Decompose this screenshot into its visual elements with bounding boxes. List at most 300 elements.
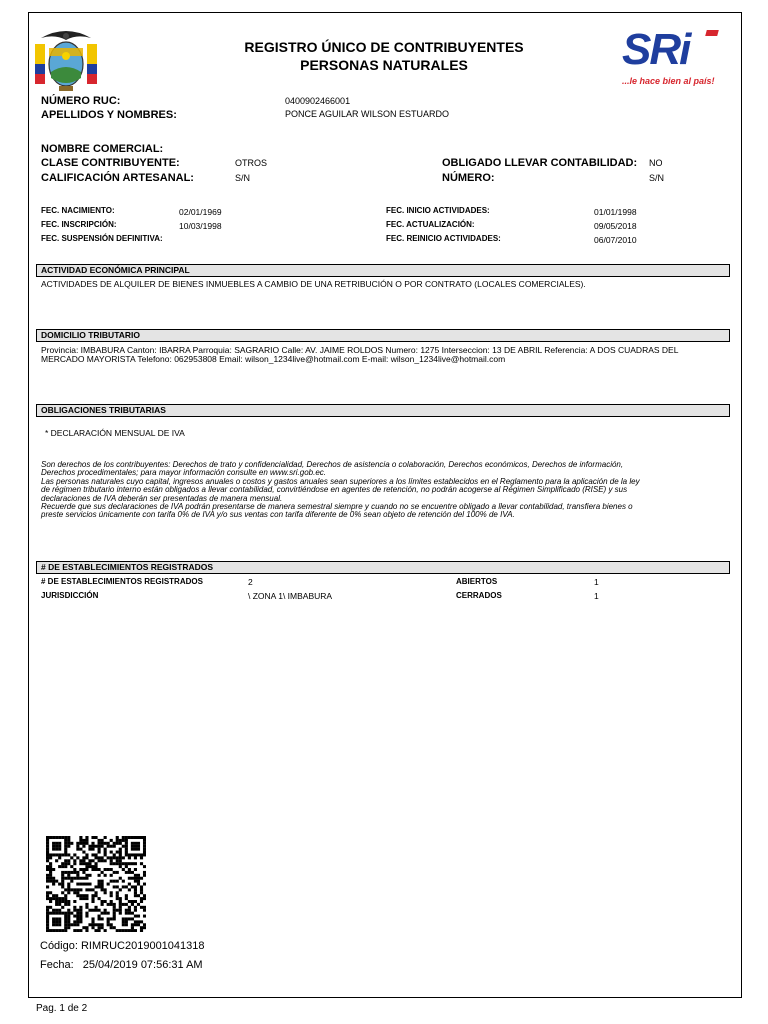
- qr-module: [70, 923, 73, 926]
- qr-module: [110, 900, 113, 903]
- qr-module: [125, 897, 128, 900]
- qr-module: [128, 906, 131, 909]
- taxpayer-class-label: CLASE CONTRIBUYENTE:: [41, 157, 180, 169]
- qr-module: [55, 909, 58, 912]
- qr-module: [94, 885, 97, 888]
- qr-module: [82, 862, 85, 865]
- logo-accent-mark: [705, 30, 719, 36]
- qr-module: [52, 836, 55, 839]
- qr-module: [73, 862, 76, 865]
- qr-module: [85, 906, 88, 909]
- qr-module: [134, 836, 137, 839]
- qr-module: [104, 853, 107, 856]
- qr-module: [61, 900, 64, 903]
- qr-module: [79, 888, 82, 891]
- qr-module: [73, 868, 76, 871]
- qr-module: [134, 877, 137, 880]
- qr-module: [110, 923, 113, 926]
- qr-module: [82, 851, 85, 854]
- qr-module: [101, 917, 104, 920]
- qr-module: [67, 900, 70, 903]
- qr-module: [94, 929, 97, 932]
- qr-module: [110, 845, 113, 848]
- qr-module: [64, 917, 67, 920]
- qr-module: [46, 906, 49, 909]
- qr-module: [52, 880, 55, 883]
- qr-module: [116, 885, 119, 888]
- qr-module: [94, 894, 97, 897]
- qr-module: [64, 871, 67, 874]
- qr-module: [125, 909, 128, 912]
- qr-module: [76, 874, 79, 877]
- qr-module: [131, 848, 134, 851]
- qr-module: [67, 871, 70, 874]
- qr-module: [46, 836, 49, 839]
- qr-module: [82, 877, 85, 880]
- qr-module: [91, 888, 94, 891]
- qr-module: [140, 891, 143, 894]
- qr-module: [104, 868, 107, 871]
- suspension-date-label: FEC. SUSPENSIÓN DEFINITIVA:: [41, 234, 163, 243]
- qr-module: [55, 897, 58, 900]
- qr-module: [98, 885, 101, 888]
- qr-module: [67, 839, 70, 842]
- qr-module: [73, 929, 76, 932]
- qr-code-image: [46, 836, 146, 932]
- qr-module: [58, 853, 61, 856]
- qr-module: [128, 900, 131, 903]
- qr-module: [64, 900, 67, 903]
- qr-module: [67, 909, 70, 912]
- qr-module: [55, 900, 58, 903]
- qr-module: [67, 877, 70, 880]
- qr-module: [64, 865, 67, 868]
- qr-module: [125, 885, 128, 888]
- code-label: Código:: [40, 940, 78, 952]
- qr-module: [134, 900, 137, 903]
- qr-module: [67, 859, 70, 862]
- qr-module: [55, 903, 58, 906]
- qr-module: [104, 842, 107, 845]
- qr-module: [64, 912, 67, 915]
- qr-module: [79, 883, 82, 886]
- qr-module: [55, 845, 58, 848]
- qr-module: [91, 845, 94, 848]
- qr-module: [85, 874, 88, 877]
- qr-module: [101, 923, 104, 926]
- qr-module: [52, 877, 55, 880]
- qr-module: [98, 851, 101, 854]
- qr-module: [143, 894, 146, 897]
- qr-module: [101, 842, 104, 845]
- qr-module: [64, 859, 67, 862]
- qr-module: [91, 848, 94, 851]
- qr-module: [46, 856, 49, 859]
- qr-module: [85, 839, 88, 842]
- qr-module: [137, 923, 140, 926]
- qr-module: [76, 929, 79, 932]
- qr-module: [104, 836, 107, 839]
- qr-module: [73, 871, 76, 874]
- qr-module: [76, 845, 79, 848]
- qr-module: [55, 853, 58, 856]
- qr-module: [58, 897, 61, 900]
- qr-module: [131, 903, 134, 906]
- qr-module: [46, 842, 49, 845]
- qr-module: [64, 929, 67, 932]
- qr-module: [64, 851, 67, 854]
- qr-module: [64, 862, 67, 865]
- qr-module: [125, 912, 128, 915]
- qr-module: [134, 868, 137, 871]
- qr-module: [119, 856, 122, 859]
- qr-module: [110, 894, 113, 897]
- qr-module: [88, 865, 91, 868]
- qr-module: [107, 842, 110, 845]
- qr-module: [49, 871, 52, 874]
- qr-module: [137, 848, 140, 851]
- qr-module: [101, 845, 104, 848]
- qr-module: [134, 853, 137, 856]
- qr-module: [125, 851, 128, 854]
- qr-module: [58, 923, 61, 926]
- qr-module: [49, 865, 52, 868]
- qr-module: [128, 862, 131, 865]
- qr-module: [82, 859, 85, 862]
- qr-module: [125, 871, 128, 874]
- qr-module: [64, 920, 67, 923]
- qr-module: [49, 906, 52, 909]
- qr-module: [134, 845, 137, 848]
- qr-module: [55, 917, 58, 920]
- qr-module: [140, 836, 143, 839]
- qr-module: [107, 883, 110, 886]
- qr-module: [73, 915, 76, 918]
- qr-module: [125, 845, 128, 848]
- qr-module: [98, 848, 101, 851]
- qr-module: [58, 883, 61, 886]
- qr-module: [46, 929, 49, 932]
- qr-module: [73, 900, 76, 903]
- qr-module: [143, 848, 146, 851]
- qr-module: [49, 874, 52, 877]
- qr-module: [134, 920, 137, 923]
- qr-module: [119, 862, 122, 865]
- qr-module: [58, 845, 61, 848]
- qr-module: [55, 880, 58, 883]
- qr-module: [49, 900, 52, 903]
- activity-text: ACTIVIDADES DE ALQUILER DE BIENES INMUEBLES A CAMBIO DE UNA RETRIBUCIÓN O POR CONTRATO (LOCALES COMERCIALES).: [41, 279, 586, 289]
- qr-module: [110, 891, 113, 894]
- qr-module: [107, 845, 110, 848]
- qr-module: [46, 845, 49, 848]
- qr-module: [52, 897, 55, 900]
- qr-module: [137, 874, 140, 877]
- qr-module: [140, 926, 143, 929]
- qr-module: [104, 900, 107, 903]
- qr-module: [76, 891, 79, 894]
- rights-line: Recuerde que sus declaraciones de IVA podrán presentarse de manera semestral siempre y cuando no se encuentre obligado a llevar contabilidad, transfiera bienes o: [41, 502, 633, 512]
- qr-module: [137, 883, 140, 886]
- qr-module: [122, 903, 125, 906]
- qr-module: [58, 856, 61, 859]
- qr-module: [76, 888, 79, 891]
- qr-module: [46, 880, 49, 883]
- rights-line: Son derechos de los contribuyentes: Derechos de trato y confidencialidad, Derechos de asistencia o colaboración, Derechos económicos, Derechos de información,: [41, 460, 624, 469]
- qr-module: [91, 853, 94, 856]
- qr-module: [101, 880, 104, 883]
- qr-module: [128, 877, 131, 880]
- qr-module: [94, 868, 97, 871]
- qr-module: [98, 929, 101, 932]
- qr-module: [82, 842, 85, 845]
- restart-date-value: 06/07/2010: [594, 235, 637, 245]
- qr-module: [110, 839, 113, 842]
- qr-module: [79, 862, 82, 865]
- qr-code-graphic: [46, 836, 146, 932]
- qr-module: [125, 929, 128, 932]
- qr-module: [122, 868, 125, 871]
- qr-module: [64, 853, 67, 856]
- qr-module: [128, 868, 131, 871]
- qr-module: [125, 862, 128, 865]
- qr-module: [52, 845, 55, 848]
- qr-module: [79, 929, 82, 932]
- qr-module: [61, 862, 64, 865]
- qr-module: [113, 909, 116, 912]
- qr-module: [98, 859, 101, 862]
- qr-module: [104, 859, 107, 862]
- restart-date-label: FEC. REINICIO ACTIVIDADES:: [386, 234, 501, 243]
- domicile-line1: Provincia: IMBABURA Canton: IBARRA Parroquia: SAGRARIO Calle: AV. JAIME ROLDOS Numero: 1275 Interseccion: 13 DE ABRIL Referencia: A DOS CUADRAS DEL: [41, 345, 679, 355]
- qr-module: [128, 871, 131, 874]
- qr-module: [79, 915, 82, 918]
- qr-module: [85, 912, 88, 915]
- closed-label: CERRADOS: [456, 591, 502, 600]
- qr-module: [67, 912, 70, 915]
- qr-module: [125, 865, 128, 868]
- qr-module: [122, 856, 125, 859]
- qr-module: [52, 912, 55, 915]
- qr-module: [143, 909, 146, 912]
- qr-module: [116, 897, 119, 900]
- qr-module: [122, 917, 125, 920]
- qr-module: [49, 880, 52, 883]
- qr-module: [52, 842, 55, 845]
- qr-module: [107, 920, 110, 923]
- qr-module: [104, 929, 107, 932]
- qr-module: [98, 915, 101, 918]
- qr-module: [55, 859, 58, 862]
- qr-module: [52, 929, 55, 932]
- qr-module: [52, 868, 55, 871]
- qr-module: [76, 871, 79, 874]
- qr-module: [70, 912, 73, 915]
- qr-module: [55, 929, 58, 932]
- qr-module: [73, 891, 76, 894]
- qr-module: [82, 856, 85, 859]
- qr-module: [128, 883, 131, 886]
- qr-module: [67, 842, 70, 845]
- qr-module: [131, 836, 134, 839]
- qr-module: [113, 915, 116, 918]
- qr-module: [46, 897, 49, 900]
- qr-module: [91, 868, 94, 871]
- qr-module: [70, 842, 73, 845]
- qr-module: [64, 888, 67, 891]
- qr-module: [91, 859, 94, 862]
- qr-module: [46, 851, 49, 854]
- jurisdiction-value: \ ZONA 1\ IMBABURA: [248, 591, 333, 601]
- qr-module: [125, 842, 128, 845]
- qr-module: [107, 917, 110, 920]
- qr-module: [79, 839, 82, 842]
- qr-module: [79, 912, 82, 915]
- qr-module: [52, 909, 55, 912]
- qr-module: [76, 920, 79, 923]
- number-label: NÚMERO:: [442, 172, 495, 184]
- qr-module: [101, 888, 104, 891]
- qr-module: [119, 888, 122, 891]
- qr-module: [140, 877, 143, 880]
- qr-module: [67, 853, 70, 856]
- qr-module: [82, 871, 85, 874]
- qr-module: [46, 839, 49, 842]
- qr-module: [55, 912, 58, 915]
- qr-module: [61, 871, 64, 874]
- qr-module: [85, 915, 88, 918]
- document-title-line2: PERSONAS NATURALES: [300, 57, 468, 73]
- qr-module: [98, 917, 101, 920]
- qr-module: [61, 836, 64, 839]
- qr-module: [110, 917, 113, 920]
- qr-module: [143, 874, 146, 877]
- qr-module: [119, 897, 122, 900]
- qr-module: [134, 874, 137, 877]
- qr-module: [125, 917, 128, 920]
- qr-module: [85, 903, 88, 906]
- qr-module: [101, 903, 104, 906]
- qr-module: [46, 917, 49, 920]
- qr-module: [98, 839, 101, 842]
- qr-module: [119, 842, 122, 845]
- activity-section-header: ACTIVIDAD ECONÓMICA PRINCIPAL: [36, 264, 730, 277]
- qr-module: [98, 856, 101, 859]
- qr-module: [46, 912, 49, 915]
- qr-module: [134, 862, 137, 865]
- qr-module: [131, 900, 134, 903]
- qr-module: [104, 888, 107, 891]
- qr-module: [49, 929, 52, 932]
- qr-module: [79, 909, 82, 912]
- qr-module: [116, 929, 119, 932]
- qr-module: [113, 862, 116, 865]
- qr-module: [82, 926, 85, 929]
- qr-module: [79, 897, 82, 900]
- qr-module: [64, 894, 67, 897]
- qr-module: [98, 880, 101, 883]
- qr-module: [64, 842, 67, 845]
- obligation-item: * DECLARACIÓN MENSUAL DE IVA: [45, 428, 185, 438]
- qr-module: [140, 906, 143, 909]
- qr-module: [113, 845, 116, 848]
- qr-module: [49, 868, 52, 871]
- qr-module: [122, 836, 125, 839]
- qr-module: [58, 865, 61, 868]
- qr-module: [61, 929, 64, 932]
- qr-module: [134, 909, 137, 912]
- qr-module: [94, 856, 97, 859]
- qr-module: [128, 909, 131, 912]
- qr-module: [46, 885, 49, 888]
- artisan-value: S/N: [235, 173, 251, 183]
- qr-module: [134, 885, 137, 888]
- qr-module: [55, 920, 58, 923]
- qr-module: [73, 853, 76, 856]
- qr-module: [52, 848, 55, 851]
- qr-module: [61, 906, 64, 909]
- qr-module: [70, 856, 73, 859]
- qr-module: [131, 929, 134, 932]
- qr-module: [98, 868, 101, 871]
- qr-module: [119, 912, 122, 915]
- qr-module: [85, 856, 88, 859]
- qr-module: [128, 929, 131, 932]
- qr-module: [110, 851, 113, 854]
- name-value: PONCE AGUILAR WILSON ESTUARDO: [285, 109, 450, 119]
- qr-module: [79, 917, 82, 920]
- qr-module: [46, 909, 49, 912]
- qr-module: [131, 845, 134, 848]
- qr-module: [55, 848, 58, 851]
- qr-module: [46, 868, 49, 871]
- obligations-section-header: OBLIGACIONES TRIBUTARIAS: [36, 404, 730, 417]
- qr-module: [137, 894, 140, 897]
- qr-module: [107, 868, 110, 871]
- qr-module: [58, 912, 61, 915]
- qr-module: [61, 897, 64, 900]
- artisan-label: CALIFICACIÓN ARTESANAL:: [41, 172, 194, 184]
- qr-module: [79, 906, 82, 909]
- qr-module: [107, 923, 110, 926]
- qr-module: [125, 894, 128, 897]
- qr-module: [134, 856, 137, 859]
- qr-module: [137, 915, 140, 918]
- qr-module: [52, 917, 55, 920]
- qr-module: [104, 891, 107, 894]
- qr-module: [67, 888, 70, 891]
- qr-module: [143, 906, 146, 909]
- qr-module: [73, 909, 76, 912]
- qr-module: [143, 842, 146, 845]
- qr-module: [76, 894, 79, 897]
- qr-module: [113, 853, 116, 856]
- qr-module: [143, 839, 146, 842]
- qr-module: [113, 926, 116, 929]
- qr-module: [131, 885, 134, 888]
- qr-module: [94, 891, 97, 894]
- qr-module: [113, 906, 116, 909]
- qr-module: [125, 836, 128, 839]
- qr-module: [64, 877, 67, 880]
- qr-module: [128, 836, 131, 839]
- qr-module: [110, 926, 113, 929]
- qr-module: [85, 897, 88, 900]
- qr-module: [67, 926, 70, 929]
- qr-module: [94, 853, 97, 856]
- qr-module: [113, 871, 116, 874]
- qr-module: [122, 845, 125, 848]
